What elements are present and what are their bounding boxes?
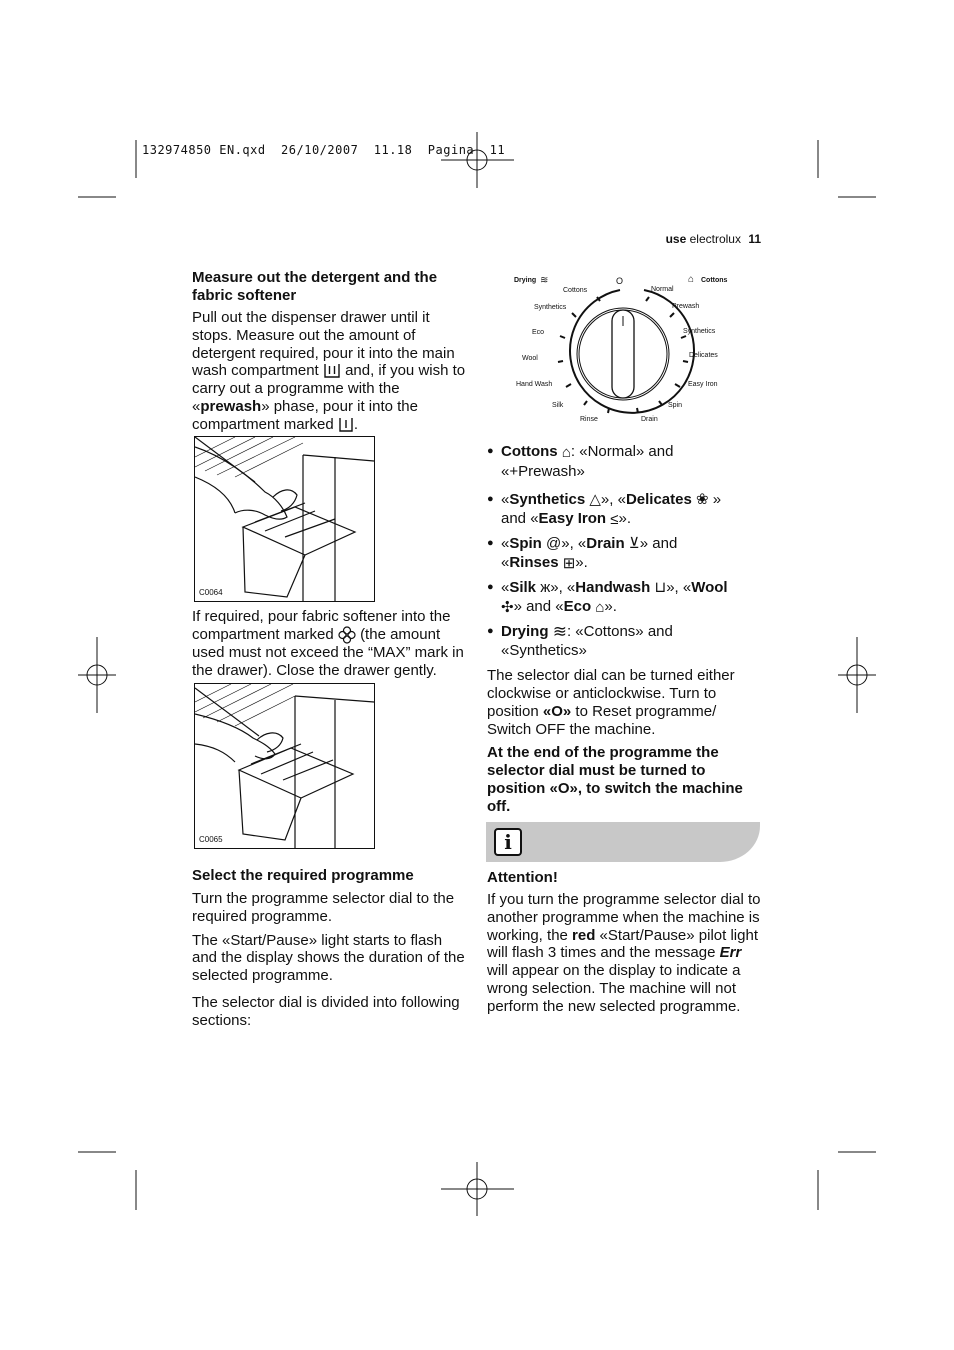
dial-label-off: O (616, 276, 624, 286)
left-column (192, 269, 466, 434)
dial-label-wool: Wool (522, 355, 538, 362)
cottons-icon: ⌂ (561, 443, 571, 461)
dial-label-synthetics-dry: Synthetics (534, 304, 567, 311)
dial-label-prewash: Prewash (672, 303, 700, 310)
dial-label-silk: Silk (552, 402, 564, 409)
dial-label-spin: Spin (668, 402, 683, 409)
para-start-pause: The «Start/Pause» light starts to flash and the display shows the duration of the selected programme. (192, 931, 465, 985)
eco-icon: ⌂ (595, 598, 605, 616)
info-icon: i (494, 828, 522, 856)
section-name: use (665, 232, 687, 246)
drawer-illustration-2 (195, 684, 374, 848)
heading-select-programme: Select the required programme (192, 867, 414, 884)
running-header (666, 232, 761, 246)
dial-label-rinse: Rinse (580, 416, 598, 423)
dial-label-normal: Normal (651, 286, 674, 293)
info-banner (486, 822, 760, 862)
figure-drawer-softener (194, 683, 375, 849)
attention-text: If you turn the programme selector dial to another programme when the machine is working, the red «Start/Pause» pilot light will flash 3 times and the message Err will appear on the display to indicate a wrong selection. The machine will not perform the new selected programme. (487, 891, 761, 1015)
dial-drawing (508, 270, 768, 430)
para-dial-direction: The selector dial can be turned either clockwise or anticlockwise. Turn to position «O» to Reset programme/ Switch OFF the machine. (487, 667, 735, 738)
para-end-of-programme: At the end of the programme the selector dial must be turned to position «O», to switch the machine off. (487, 744, 743, 815)
dial-label-eco: Eco (532, 329, 545, 336)
main-wash-icon (323, 363, 341, 379)
figure-code: C0064 (199, 588, 223, 597)
delicates-icon: ❀ (696, 491, 709, 509)
print-slug: 132974850 EN.qxd 26/10/2007 11.18 Pagina 11 (142, 143, 506, 157)
para-dial-sections: The selector dial is divided into following sections: (192, 993, 460, 1029)
dial-label-delicates: Delicates (689, 352, 718, 359)
prewash-icon (338, 417, 354, 433)
silk-butterfly-icon: ж (540, 579, 551, 597)
para-measure: Pull out the dispenser drawer until it stops. Measure out the amount of detergent required, pour it into the main wash compartment and, if you wish to carry out a programme with the «prewash» phase, pour it into the compartment marked . (192, 309, 466, 433)
attention-title: Attention! (487, 869, 558, 886)
figure-code-2: C0065 (199, 835, 223, 844)
rinses-icon: ⊞ (562, 554, 576, 572)
drawer-illustration (195, 437, 374, 601)
bullet-drying: ● Drying ≋: «Cottons» and «Synthetics» (487, 622, 763, 661)
dial-label-cottons-top: Cottons (701, 277, 728, 284)
drying-icon: ≋ (552, 622, 567, 642)
left-column-3 (192, 867, 466, 1030)
programme-dial-diagram (508, 270, 768, 430)
synthetics-icon: △ (589, 491, 601, 509)
wool-icon: ✣ (501, 598, 514, 616)
brand-name: electrolux (689, 232, 741, 246)
bullet-silk: ● «Silk ж», «Handwash ⊔», «Wool ✣» and «Eco ⌂». (487, 578, 763, 617)
dial-label-drain: Drain (641, 416, 658, 423)
left-column-2 (192, 608, 466, 679)
bullet-cottons: ● Cottons ⌂: «Normal» and «+Prewash» (487, 442, 763, 481)
page-number: 11 (748, 232, 761, 246)
dial-label-cottons-dry: Cottons (563, 287, 588, 294)
figure-drawer-detergent (194, 436, 375, 602)
para-softener: If required, pour fabric softener into the compartment marked (the amount used must not exceed the “MAX” mark in the drawer). Close the drawer gently. (192, 608, 464, 679)
heading-measure: Measure out the detergent and the fabric softener (192, 269, 438, 304)
right-column (487, 442, 763, 816)
dial-label-hand-wash: Hand Wash (516, 381, 553, 388)
dial-cottons-icon: ⌂ (688, 274, 695, 285)
attention-block (487, 869, 761, 1016)
spin-icon: @ (546, 535, 562, 553)
drain-icon: ⊻ (628, 535, 640, 553)
dial-label-drying: Drying (514, 277, 537, 284)
bullet-spin: ● «Spin @», «Drain ⊻» and «Rinses ⊞». (487, 534, 763, 573)
handwash-icon: ⊔ (654, 579, 667, 597)
para-turn-dial: Turn the programme selector dial to the required programme. (192, 890, 455, 925)
dial-label-easy-iron: Easy Iron (688, 381, 718, 388)
easy-iron-icon: ≤ (610, 510, 619, 528)
dial-drying-icon: ≋ (540, 275, 549, 286)
bullet-synthetics: ● «Synthetics △», «Delicates ❀ » and «Easy Iron ≤». (487, 490, 763, 529)
softener-flower-icon (338, 626, 356, 644)
dial-label-synthetics: Synthetics (683, 328, 716, 335)
